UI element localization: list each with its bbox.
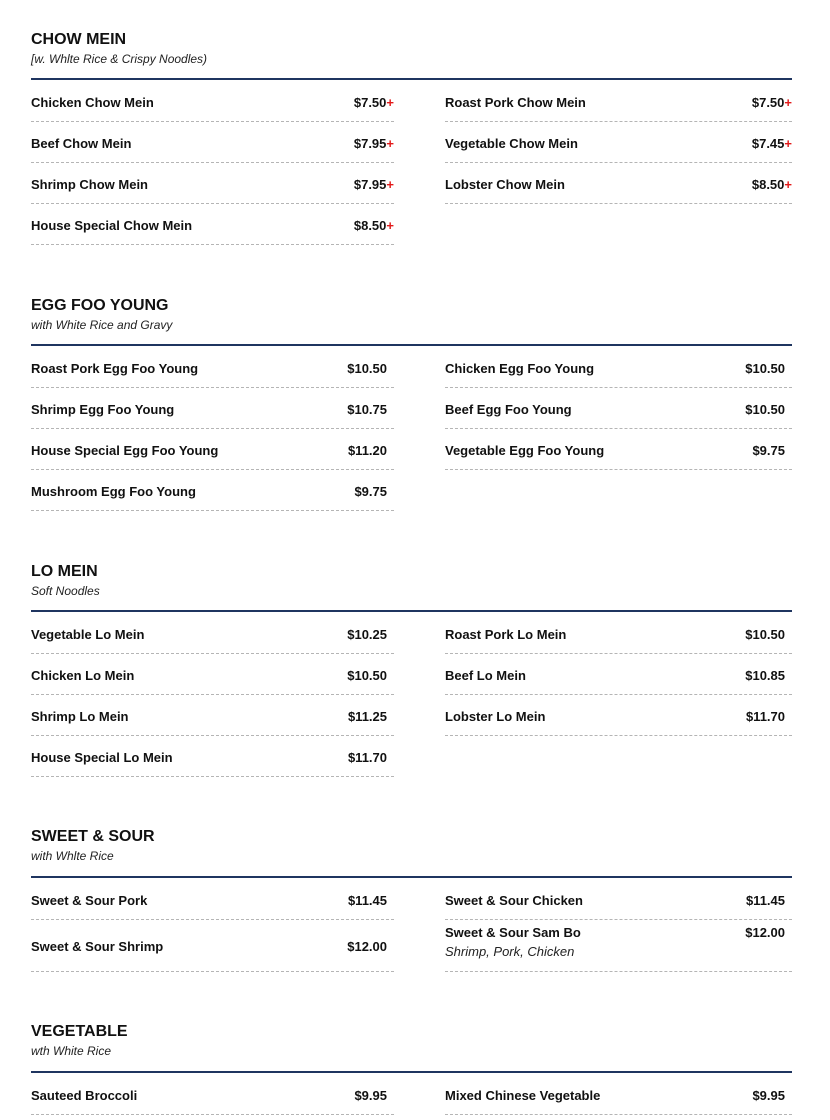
item-price: $7.95+ bbox=[353, 177, 394, 192]
item-name: Sweet & Sour Shrimp bbox=[31, 939, 164, 954]
menu-column-right bbox=[445, 613, 792, 736]
menu-column-right bbox=[445, 1074, 792, 1115]
menu-item[interactable] bbox=[445, 163, 792, 204]
section-divider bbox=[31, 610, 792, 612]
menu-column-left bbox=[31, 81, 394, 245]
item-name: Beef Chow Mein bbox=[31, 136, 132, 151]
menu-column-right bbox=[445, 81, 792, 204]
item-price: $10.50 bbox=[347, 668, 387, 683]
item-price: $8.50+ bbox=[353, 218, 394, 233]
menu-column-left bbox=[31, 1074, 394, 1115]
section-subtitle: [w. Whlte Rice & Crispy Noodles) bbox=[31, 52, 208, 66]
menu-item[interactable] bbox=[445, 654, 792, 695]
section-subtitle: wth White Rice bbox=[31, 1044, 112, 1058]
menu-item[interactable] bbox=[31, 879, 394, 920]
section-divider bbox=[31, 1071, 792, 1073]
menu-column-left bbox=[31, 613, 394, 777]
section-title: SWEET & SOUR bbox=[31, 828, 155, 845]
section-chow-mein bbox=[31, 31, 792, 233]
plus-mark: + bbox=[386, 218, 394, 233]
item-price: $10.85 bbox=[745, 668, 785, 683]
item-price: $9.95 bbox=[752, 1088, 785, 1103]
plus-mark: + bbox=[386, 136, 394, 151]
item-price: $12.00 bbox=[745, 925, 785, 940]
item-price: $7.50+ bbox=[751, 95, 792, 110]
menu-item[interactable] bbox=[31, 429, 394, 470]
item-price: $11.45 bbox=[347, 893, 387, 908]
item-price: $10.50 bbox=[745, 627, 785, 642]
item-name: House Special Chow Mein bbox=[31, 218, 193, 233]
section-vegetable bbox=[31, 1023, 792, 1103]
plus-mark: + bbox=[386, 177, 394, 192]
section-divider bbox=[31, 344, 792, 346]
menu-item[interactable] bbox=[31, 347, 394, 388]
item-name: Roast Pork Lo Mein bbox=[445, 627, 567, 642]
section-title: CHOW MEIN bbox=[31, 31, 127, 48]
section-title: EGG FOO YOUNG bbox=[31, 297, 169, 314]
item-name: Chicken Chow Mein bbox=[31, 95, 154, 110]
item-name: Vegetable Lo Mein bbox=[31, 627, 145, 642]
item-name: Roast Pork Egg Foo Young bbox=[31, 361, 199, 376]
item-name: Chicken Lo Mein bbox=[31, 668, 135, 683]
menu-item[interactable] bbox=[445, 879, 792, 920]
section-divider bbox=[31, 78, 792, 80]
section-subtitle: Soft Noodles bbox=[31, 584, 100, 598]
item-price: $11.70 bbox=[347, 750, 387, 765]
item-name: Chicken Egg Foo Young bbox=[445, 361, 595, 376]
item-name: Sweet & Sour Chicken bbox=[445, 893, 583, 908]
menu-item[interactable] bbox=[445, 81, 792, 122]
menu-column-right bbox=[445, 347, 792, 470]
menu-item[interactable] bbox=[445, 920, 792, 972]
item-price: $9.75 bbox=[752, 443, 785, 458]
item-price: $7.50+ bbox=[353, 95, 394, 110]
menu-item[interactable] bbox=[445, 429, 792, 470]
menu-column-left bbox=[31, 347, 394, 511]
item-price: $11.70 bbox=[745, 709, 785, 724]
section-egg-foo-young bbox=[31, 297, 792, 499]
section-title: LO MEIN bbox=[31, 563, 98, 580]
item-price: $7.95+ bbox=[353, 136, 394, 151]
item-price: $10.50 bbox=[745, 361, 785, 376]
plus-mark: + bbox=[784, 177, 792, 192]
plus-mark: + bbox=[784, 136, 792, 151]
item-name: Sauteed Broccoli bbox=[31, 1088, 138, 1103]
item-name: Mixed Chinese Vegetable bbox=[445, 1088, 601, 1103]
menu-item[interactable] bbox=[445, 1074, 792, 1115]
menu-item[interactable] bbox=[445, 695, 792, 736]
item-price: $7.45+ bbox=[751, 136, 792, 151]
menu-item[interactable] bbox=[31, 388, 394, 429]
section-subtitle: with White Rice and Gravy bbox=[31, 318, 173, 332]
item-name: Sweet & Sour Sam Bo bbox=[445, 925, 581, 940]
menu-item[interactable] bbox=[31, 122, 394, 163]
item-price: $10.50 bbox=[347, 361, 387, 376]
menu-item[interactable] bbox=[445, 122, 792, 163]
item-description: Shrimp, Pork, Chicken bbox=[445, 944, 575, 959]
item-price: $8.50+ bbox=[751, 177, 792, 192]
item-price: $11.45 bbox=[745, 893, 785, 908]
item-name: Lobster Chow Mein bbox=[445, 177, 565, 192]
menu-item[interactable] bbox=[445, 347, 792, 388]
menu-column-left bbox=[31, 879, 394, 972]
menu-item[interactable] bbox=[31, 1074, 394, 1115]
section-title: VEGETABLE bbox=[31, 1023, 128, 1040]
menu-item[interactable] bbox=[31, 470, 394, 511]
item-price: $10.75 bbox=[347, 402, 387, 417]
menu-item[interactable] bbox=[31, 736, 394, 777]
menu-item[interactable] bbox=[31, 654, 394, 695]
plus-mark: + bbox=[386, 95, 394, 110]
menu-item[interactable] bbox=[31, 81, 394, 122]
item-name: Vegetable Chow Mein bbox=[445, 136, 578, 151]
item-name: House Special Egg Foo Young bbox=[31, 443, 219, 458]
item-price: $11.20 bbox=[347, 443, 387, 458]
item-price: $10.50 bbox=[745, 402, 785, 417]
menu-item[interactable] bbox=[31, 613, 394, 654]
section-sweet-sour bbox=[31, 828, 792, 959]
item-name: Lobster Lo Mein bbox=[445, 709, 546, 724]
item-price: $9.75 bbox=[354, 484, 387, 499]
menu-item[interactable] bbox=[31, 695, 394, 736]
item-name: Shrimp Egg Foo Young bbox=[31, 402, 175, 417]
item-price: $10.25 bbox=[347, 627, 387, 642]
section-subtitle: with Whlte Rice bbox=[31, 849, 114, 863]
menu-item[interactable] bbox=[31, 920, 394, 972]
item-name: House Special Lo Mein bbox=[31, 750, 173, 765]
plus-mark: + bbox=[784, 95, 792, 110]
menu-item[interactable] bbox=[445, 613, 792, 654]
item-name: Sweet & Sour Pork bbox=[31, 893, 148, 908]
item-name: Shrimp Chow Mein bbox=[31, 177, 148, 192]
menu-item[interactable] bbox=[31, 163, 394, 204]
item-name: Vegetable Egg Foo Young bbox=[445, 443, 605, 458]
item-name: Beef Lo Mein bbox=[445, 668, 526, 683]
menu-item[interactable] bbox=[445, 388, 792, 429]
menu-column-right bbox=[445, 879, 792, 972]
item-name: Roast Pork Chow Mein bbox=[445, 95, 586, 110]
menu-item[interactable] bbox=[31, 204, 394, 245]
item-name: Beef Egg Foo Young bbox=[445, 402, 572, 417]
section-divider bbox=[31, 876, 792, 878]
item-price: $11.25 bbox=[347, 709, 387, 724]
item-name: Shrimp Lo Mein bbox=[31, 709, 129, 724]
item-price: $12.00 bbox=[347, 939, 387, 954]
section-lo-mein bbox=[31, 563, 792, 765]
item-name: Mushroom Egg Foo Young bbox=[31, 484, 196, 499]
item-price: $9.95 bbox=[354, 1088, 387, 1103]
